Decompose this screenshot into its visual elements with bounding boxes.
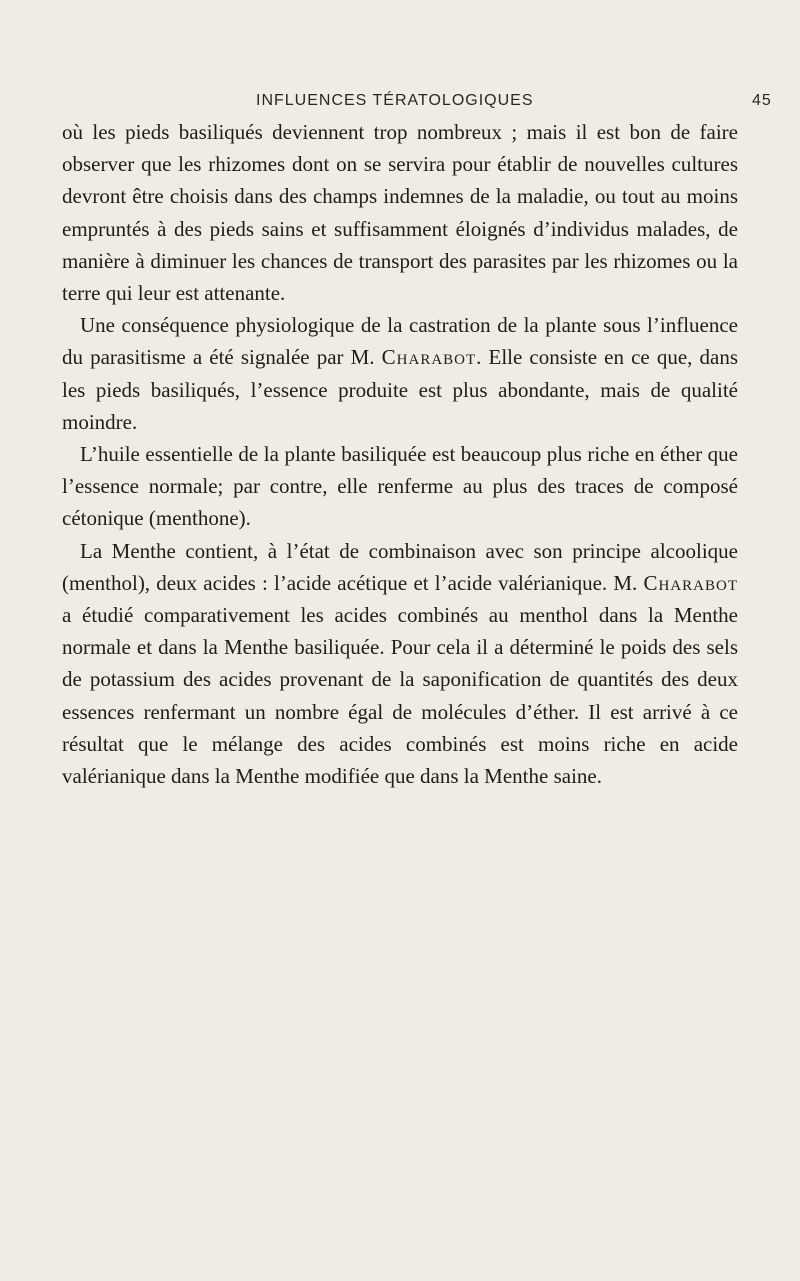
body-text — [62, 116, 738, 792]
paragraph — [62, 309, 738, 438]
paragraph-text: Une conséquence physiologique de la castration de la plante sous l’influence du parasitisme a été signalée par M. — [62, 313, 738, 370]
paragraph-text: a étudié comparativement les acides combinés au menthol dans la Menthe normale et dans la Menthe basiliquée. Pour cela il a déterminé le poids des sels de potassium des acides provenant de la saponification de quantités des deux essences renfermant un nombre égal de molécules d’éther. Il est arrivé à ce résultat que le mélange des acides combinés est moins riche en acide valérianique dans la Menthe modifiée que dans la Menthe saine. — [62, 603, 738, 789]
paragraph-text: où les pieds basiliqués deviennent trop nombreux ; mais il est bon de faire observer que les rhizomes dont on se servira pour établir de nouvelles cultures devront être choisis dans des champs indemnes de la maladie, ou tout au moins empruntés à des pieds sains et suffisamment éloignés d’individus malades, de manière à diminuer les chances de transport des parasites par les rhizomes ou la terre qui leur est attenante. — [62, 120, 738, 306]
running-title: INFLUENCES TÉRATOLOGIQUES — [256, 92, 534, 109]
paragraph — [62, 116, 738, 309]
paragraph-text: L’huile essentielle de la plante basiliquée est beaucoup plus riche en éther que l’essence normale; par contre, elle renferme au plus des traces de composé cétonique (menthone). — [62, 442, 738, 531]
paragraph-text: . Elle consiste en ce que, dans les pieds basiliqués, l’essence produite est plus abondante, mais de qualité moindre. — [62, 345, 738, 434]
author-name: Charabot — [381, 345, 477, 370]
page-number: 45 — [752, 92, 772, 109]
author-name: Charabot — [643, 570, 738, 595]
paragraph-text: La Menthe contient, à l’état de combinaison avec son principe alcoolique (menthol), deux acides : l’acide acétique et l’acide valérianique. M. — [62, 538, 738, 595]
paragraph — [62, 535, 738, 793]
running-header — [0, 92, 800, 116]
paragraph — [62, 438, 738, 535]
